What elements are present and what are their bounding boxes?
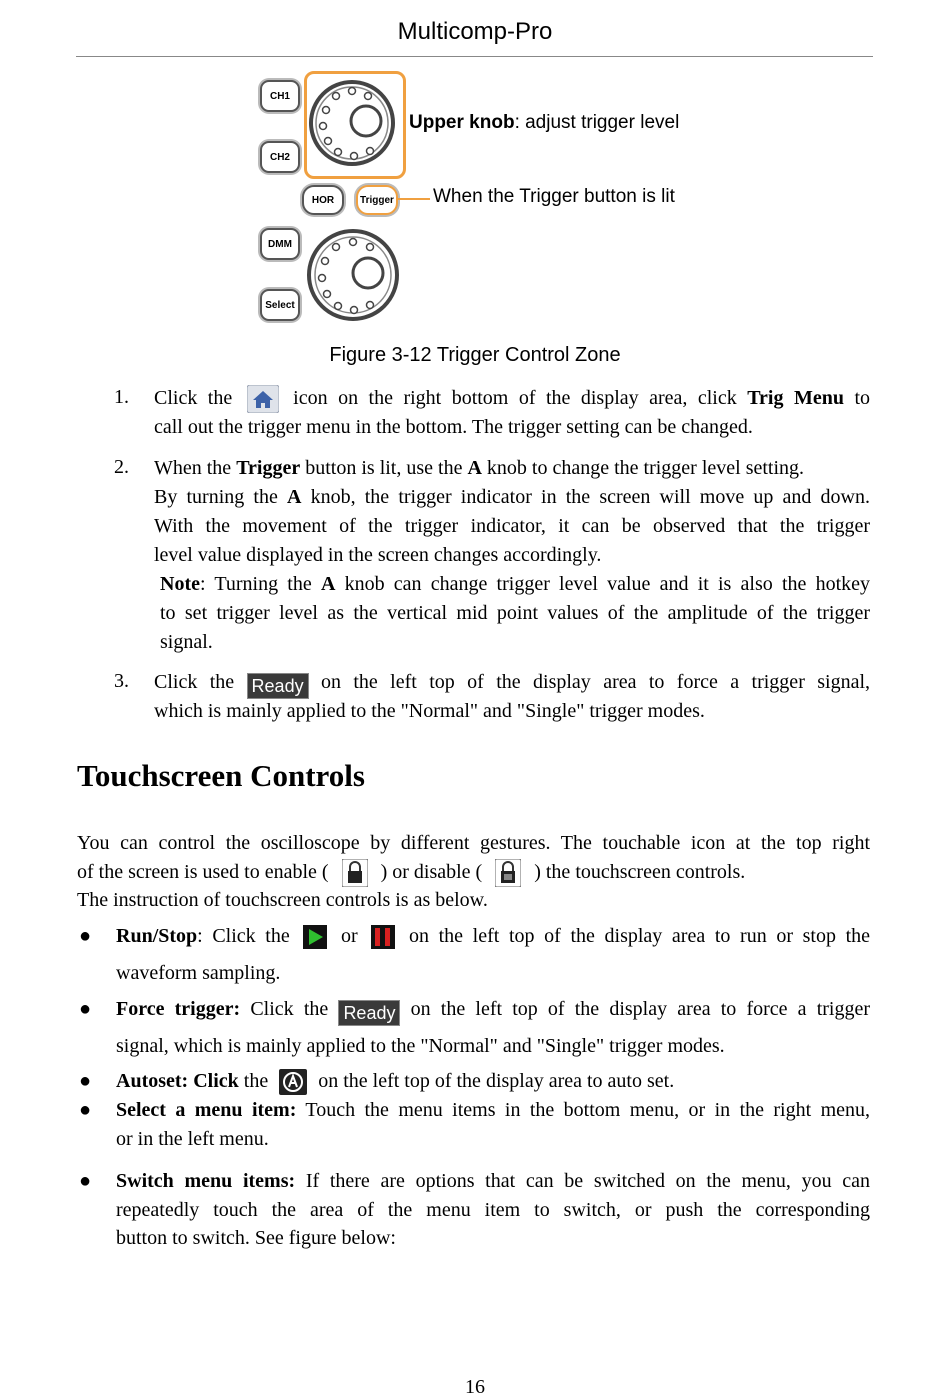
ready-button[interactable]: Ready <box>338 1000 400 1026</box>
runstop-label: Run/Stop <box>116 925 198 947</box>
lower-knob[interactable] <box>306 228 400 322</box>
step-2-number: 2. <box>114 456 129 478</box>
header-rule <box>76 56 873 57</box>
select-menu-line-2: or in the left menu. <box>116 1128 269 1150</box>
knob-a-label: A <box>467 457 482 479</box>
step-2-line-4: level value displayed in the screen changes accordingly. <box>154 544 602 566</box>
upper-knob[interactable] <box>308 76 396 170</box>
step-3-line-2: which is mainly applied to the "Normal" and "Single" trigger modes. <box>154 700 705 722</box>
step-3-text: Click the <box>154 671 235 693</box>
select-button[interactable]: Select <box>260 289 300 321</box>
note-label: Note <box>160 573 200 595</box>
step-2-text: button is lit, use the <box>300 457 468 479</box>
switch-menu-line-1 <box>116 1167 870 1196</box>
trigger-label: Trigger <box>236 457 301 479</box>
step-3-number: 3. <box>114 670 129 692</box>
autoset-icon[interactable] <box>279 1069 307 1095</box>
step-2-text: knob to change the trigger level setting. <box>481 457 805 479</box>
note-text: knob can change trigger level value and it is also the hotkey <box>335 573 871 595</box>
select-menu-label: Select a menu item: <box>116 1099 297 1121</box>
knob-a-label: A <box>287 486 302 508</box>
select-menu-line-1 <box>116 1096 870 1125</box>
note-line-3: signal. <box>160 631 213 653</box>
step-2-line-3: With the movement of the trigger indicator, it can be observed that the trigger <box>154 515 870 537</box>
step-1-text-c: to <box>854 387 870 409</box>
autoset-text: the <box>243 1070 269 1092</box>
force-trigger-text: Click the <box>250 998 329 1020</box>
ch2-button[interactable]: CH2 <box>260 141 300 173</box>
intro-text: ) or disable ( <box>380 861 483 883</box>
page-number: 16 <box>465 1376 485 1398</box>
step-3-text: on the left top of the display area to force a trigger signal, <box>320 671 871 693</box>
step-2-text: By turning the <box>154 486 287 508</box>
intro-line-3: The instruction of touchscreen controls is as below. <box>77 889 488 911</box>
intro-text: ) the touchscreen controls. <box>534 861 746 883</box>
page-header: Multicomp-Pro <box>397 18 553 45</box>
step-2-text: knob, the trigger indicator in the screen will move up and down. <box>301 486 871 508</box>
step-1-text-b: icon on the right bottom of the display area, click <box>293 387 737 409</box>
switch-menu-line-3: button to switch. See figure below: <box>116 1227 396 1249</box>
bullet-dot: ● <box>79 1070 92 1092</box>
runstop-line-2: waveform sampling. <box>116 962 281 984</box>
lock-enable-icon[interactable] <box>342 859 368 887</box>
upper-knob-callout <box>409 112 679 134</box>
callout-line <box>396 198 430 200</box>
select-menu-text: Touch the menu items in the bottom menu, or in the right menu, <box>305 1099 870 1121</box>
section-title: Touchscreen Controls <box>77 758 365 793</box>
intro-text: of the screen is used to enable ( <box>77 861 329 883</box>
figure-caption: Figure 3-12 Trigger Control Zone <box>329 344 621 366</box>
switch-menu-text: If there are options that can be switched on the menu, you can <box>305 1170 871 1192</box>
note-line-1 <box>160 570 870 599</box>
trigger-button-callout: When the Trigger button is lit <box>433 186 675 207</box>
step-2-line-2 <box>154 483 870 512</box>
step-1-line-2: call out the trigger menu in the bottom. The trigger setting can be changed. <box>154 416 753 438</box>
ch1-button[interactable]: CH1 <box>260 80 300 112</box>
knob-a-label: A <box>320 573 336 595</box>
force-trigger-label: Force trigger: <box>116 998 241 1020</box>
callout-bold: Upper knob <box>409 112 515 133</box>
lock-disable-icon[interactable] <box>495 859 521 887</box>
home-icon[interactable] <box>247 385 279 413</box>
dmm-button[interactable]: DMM <box>260 228 300 260</box>
step-2-line-1 <box>154 454 870 483</box>
callout-rest: : adjust trigger level <box>514 112 680 133</box>
bullet-dot: ● <box>79 1099 92 1121</box>
switch-menu-line-2: repeatedly touch the area of the menu item to switch, or push the corresponding <box>116 1199 870 1221</box>
runstop-line-1 <box>116 922 870 951</box>
autoset-label: Autoset: Click <box>116 1070 239 1092</box>
intro-line-2 <box>77 858 870 887</box>
hor-button[interactable]: HOR <box>302 185 344 215</box>
runstop-text: on the left top of the display area to run or stop the <box>408 925 871 947</box>
force-trigger-line-2: signal, which is mainly applied to the "Normal" and "Single" trigger modes. <box>116 1035 725 1057</box>
trigger-button[interactable]: Trigger <box>356 185 398 215</box>
intro-line-1: You can control the oscilloscope by different gestures. The touchable icon at the top right <box>77 832 870 854</box>
run-icon[interactable] <box>303 925 327 949</box>
step-1-line-1 <box>154 384 870 413</box>
note-line-2: to set trigger level as the vertical mid point values of the amplitude of the trigger <box>160 602 870 624</box>
switch-menu-label: Switch menu items: <box>116 1170 296 1192</box>
step-1-text-a: Click the <box>154 387 233 409</box>
step-3-line-1 <box>154 668 870 699</box>
runstop-text: : Click the <box>197 925 290 947</box>
ready-button[interactable]: Ready <box>247 673 309 699</box>
step-2-text: When the <box>154 457 237 479</box>
bullet-dot: ● <box>79 925 92 947</box>
force-trigger-line-1 <box>116 995 870 1026</box>
step-1-number: 1. <box>114 386 129 408</box>
force-trigger-text: on the left top of the display area to force a trigger <box>410 998 871 1020</box>
stop-icon[interactable] <box>371 925 395 949</box>
autoset-text: on the left top of the display area to auto set. <box>318 1070 675 1092</box>
note-text: : Turning the <box>199 573 321 595</box>
runstop-text: or <box>341 925 358 947</box>
bullet-dot: ● <box>79 1170 92 1192</box>
autoset-line <box>116 1067 870 1096</box>
bullet-dot: ● <box>79 998 92 1020</box>
trig-menu-label: Trig Menu <box>747 387 844 409</box>
